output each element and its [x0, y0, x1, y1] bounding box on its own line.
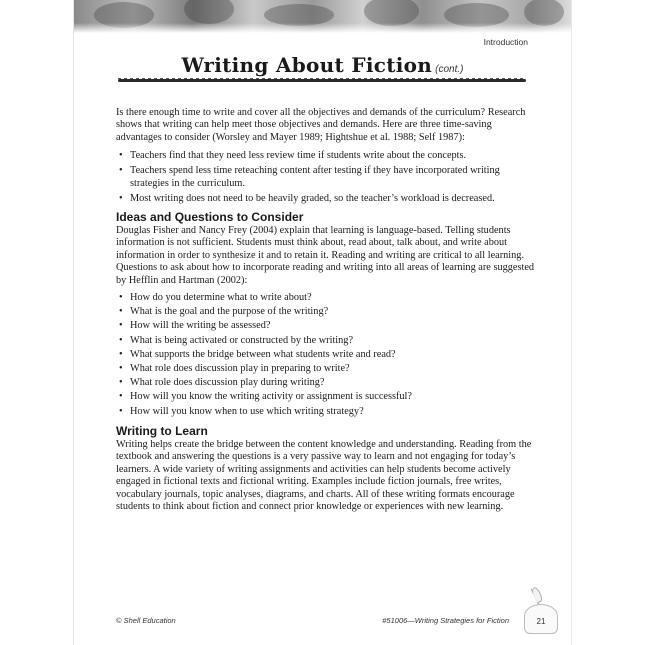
list-item: • How do you determine what to write about? — [116, 292, 536, 304]
banner-figure — [444, 3, 509, 27]
list-item: • What is being activated or constructed by the writing? — [116, 335, 536, 347]
section-heading-ideas: Ideas and Questions to Consider — [116, 210, 304, 224]
title-underline — [118, 79, 526, 82]
writing-paragraph: Writing helps create the bridge between the content knowledge and understanding. Reading from the textbook and answering the questions is a very passive way to learn and not engaging for today’s learners. A wide variety of writing assignments and activities can help students become actively engaged in fictional texts and fictional writing. Examples include fiction journals, free writes, vocabulary journals, topic analyses, diagrams, and charts. All of these writing formats encourage students to think about fiction and connect prior knowledge or experiences with new learning. — [116, 439, 532, 513]
banner-figure — [184, 0, 234, 24]
page-title — [74, 53, 571, 77]
advantages-list — [116, 150, 536, 209]
section-label: Introduction — [483, 37, 528, 47]
list-item: • How will the writing be assessed? — [116, 320, 536, 332]
list-item: • Teachers spend less time reteaching content after testing if they have incorporated writing strategies in the curriculum. — [116, 165, 536, 190]
page-number: 21 — [536, 617, 546, 626]
section-heading-writing: Writing to Learn — [116, 424, 208, 438]
list-item: • Most writing does not need to be heavily graded, so the teacher’s workload is decreased. — [116, 193, 536, 205]
banner-figure — [94, 2, 154, 28]
list-item: • What role does discussion play during writing? — [116, 377, 536, 389]
footer-publisher: © Shell Education — [116, 616, 176, 625]
banner-figure — [364, 0, 419, 26]
list-item: • What is the goal and the purpose of the writing? — [116, 306, 536, 318]
intro-paragraph: Is there enough time to write and cover all the objectives and demands of the curriculum? Research shows that writing can help meet those objectives and demands. Here are three time-saving advantages to consider (Worsley and Mayer 1989; Hightshue et al. 1988; Self 1987): — [116, 107, 526, 143]
list-item: • Teachers find that they need less review time if students write about the concepts. — [116, 150, 536, 162]
list-item: • How will you know the writing activity or assignment is successful? — [116, 391, 536, 403]
footer-book-title: #51006—Writing Strategies for Fiction — [382, 616, 509, 625]
page — [74, 0, 571, 645]
list-item: • How will you know when to use which writing strategy? — [116, 406, 536, 418]
title-main: Writing About Fiction — [181, 53, 433, 77]
banner-figure — [264, 4, 334, 26]
title-suffix: (cont.) — [435, 64, 464, 75]
list-item: • What role does discussion play in preparing to write? — [116, 363, 536, 375]
banner-figure — [524, 0, 564, 26]
list-item: • What supports the bridge between what students write and read? — [116, 349, 536, 361]
illustration-banner — [74, 0, 571, 33]
inkwell-icon — [524, 604, 558, 634]
ideas-paragraph: Douglas Fisher and Nancy Frey (2004) explain that learning is language-based. Telling students information is not sufficient. Students must think about, read about, talk about, and write about information in order to synthesize it and to retain it. Reading and writing are critical to all learning. Questions to ask about how to incorporate reading and writing into all areas of learning are suggested by Hefflin and Hartman (2002): — [116, 225, 535, 286]
questions-list — [116, 292, 536, 420]
